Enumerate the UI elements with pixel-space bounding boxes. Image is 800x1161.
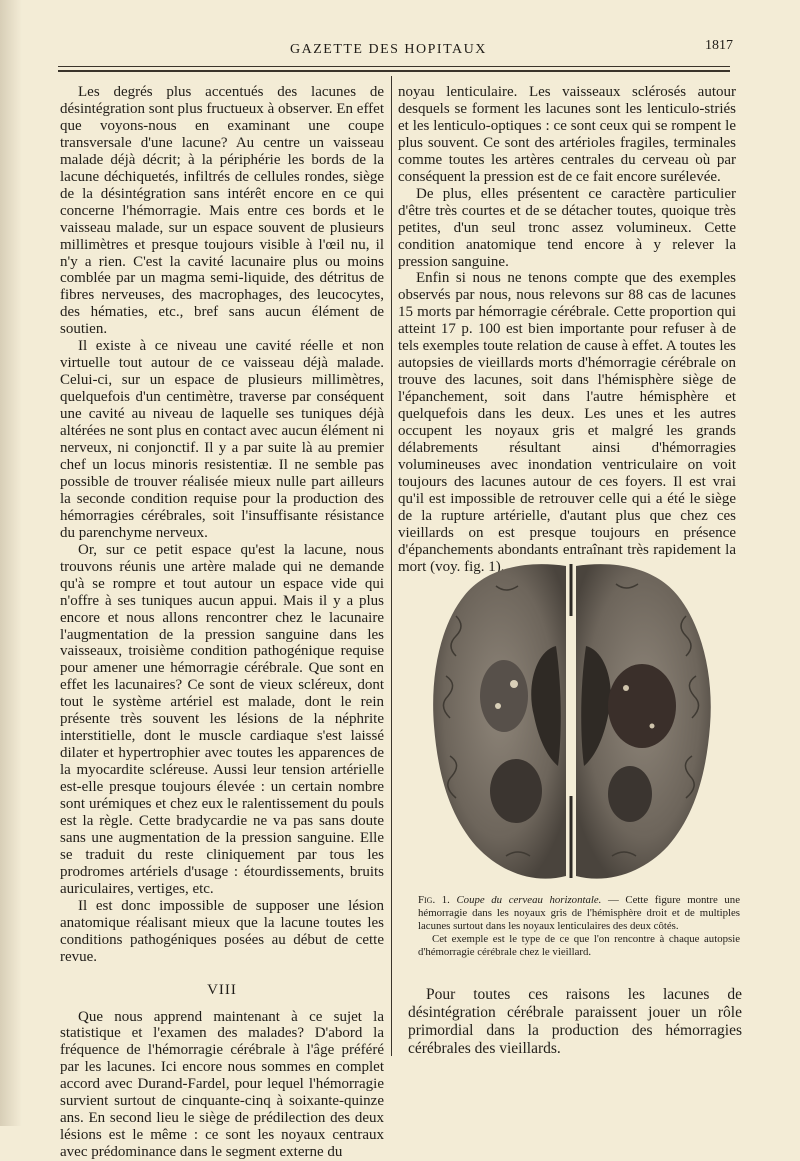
page-number: 1817	[705, 38, 733, 53]
page-header	[0, 38, 800, 62]
section-heading: VIII	[207, 981, 237, 998]
caption-second: Cet exemple est le type de ce que l'on rencontre à chaque autopsie d'hémorragie cérébrale chez le vieillard.	[418, 933, 740, 958]
closing-paragraph	[408, 986, 742, 1058]
caption-label: Fig. 1.	[418, 894, 450, 906]
left-column	[60, 84, 384, 1161]
closing-text: Pour toutes ces raisons les lacunes de désintégration cérébrale paraissent jouer un rôle primordial dans la production des hémorragies cérébrales des vieillards.	[408, 986, 742, 1057]
lacune-3	[623, 685, 629, 691]
journal-title: GAZETTE DES HOPITAUX	[290, 42, 487, 57]
right-column	[398, 84, 736, 576]
column-divider	[391, 76, 392, 1056]
left-paragraph-5: Que nous apprend maintenant à ce sujet la statistique et l'examen des malades? D'abord la fréquence de l'hémorragie cérébrale à l'âge préféré par les lacunes. Ici encore nous sommes en complet accord avec Durand-Fardel, pour lequel l'hémorragie survient surtout de cinquante-cinq à soixante-quinze ans. En second lieu le siège de prédilection des deux lésions est le même : ce sont les noyaux centraux avec prédominance dans le segment externe du	[60, 1008, 384, 1161]
right-hemorrhage-focus	[608, 664, 676, 748]
brain-section-image	[416, 556, 726, 886]
header-rule-bottom	[58, 70, 730, 72]
left-paragraph-3: Or, sur ce petit espace qu'est la lacune, nous trouvons réunis une artère malade qui ne demande qu'à se rompre et tout autour un espace vide qui n'offre à ses tuniques aucun appui. Mais il y a plus encore et nous allons rencontrer chez le lacunaire l'augmentation de la pression sanguine dans les vaisseaux, troisième condition pathogénique requise pour amener une hémorragie cérébrale. Que sont en effet les lacunaires? Ce sont de vieux scléreux, dont tout le système artériel est malade, dont le rein présente très souvent les lésions de la néphrite interstitielle, dont le muscle cardiaque s'est laissé dilater et hypertrophier avec toutes les apparences de la myocardite scléreuse. Aussi leur tension artérielle est-elle presque toujours élevée : un certain nombre sont urémiques et chez eux le ralentissement du pouls est la règle. Cette bradycardie ne va pas sans doute sans une augmentation de la pression sanguine. Elle se traduit du reste cliniquement par tous les prodromes artériels d'usage : étourdissements, bruits auriculaires, vertiges, etc.	[60, 541, 384, 897]
left-paragraph-2: Il existe à ce niveau une cavité réelle et non virtuelle tout autour de ce vaisseau déjà malade. Celui-ci, sur un espace de plusieurs millimètres, quelquefois d'un centimètre, traverse par conséquent une cavité au niveau de laquelle ses tuniques déjà altérées ne sont plus en contact avec aucun élément ni nerveux, ni conjonctif. Il y a par suite là au premier chef un locus minoris resistentiæ. Il ne semble pas possible de trouver réalisée mieux nulle part ailleurs la seconde condition requise pour la production des hémorragies cérébrales, soit l'insuffisante résistance du parenchyme nerveux.	[60, 338, 384, 541]
brain-section-figure	[416, 556, 726, 886]
left-lenticular-nucleus	[480, 660, 528, 732]
left-posterior-lesion	[490, 759, 542, 823]
right-posterior-lesion	[608, 766, 652, 822]
caption-title: Coupe du cerveau horizontale.	[456, 894, 602, 906]
lacune-1	[510, 680, 518, 688]
right-paragraph-3: Enfin si nous ne tenons compte que des exemples observés par nous, nous relevons sur 88 cas de lacunes 15 morts par hémorragie cérébrale. Cette proportion qui atteint 17 p. 100 est bien importante pour refuser à de tels exemples toute relation de cause à effet. A toutes les autopsies de vieillards morts d'hémorragie cérébrale on trouve des lacunes, soit dans l'hémisphère siège de l'épanchement, soit dans l'autre hémisphère et quelquefois dans les deux. Les unes et les autres occupent les noyaux gris et malgré les grands délabrements résultant ainsi d'hémorragies volumineuses avec inondation ventriculaire on voit toujours des lacunes autour de ces foyers. Il est vrai qu'il est impossible de retrouver celle qui a été le siège de la rupture artérielle, d'autant plus que chez ces vieillards on est presque toujours en présence d'épanchements abondants entraînant très rapidement la mort (voy. fig. 1).	[398, 270, 736, 575]
lacune-4	[650, 724, 655, 729]
caption-text: — Cette figure montre une hémorragie dans les noyaux gris de l'hémisphère droit et de multiples lacunes surtout dans les noyaux lenticulaires des deux côtés.	[418, 894, 740, 932]
right-paragraph-2: De plus, elles présentent ce caractère particulier d'être très courtes et de se détacher toutes, quoique très petites, d'un seul tronc assez volumineux. Cette condition anatomique tend encore à y relever la pression sanguine.	[398, 185, 736, 270]
right-paragraph-1: noyau lenticulaire. Les vaisseaux sclérosés autour desquels se forment les lacunes sont les lenticulo-striés et les lenticulo-optiques : ce sont ceux qui se rompent le plus souvent. Ce sont des artérioles fragiles, terminales comme toutes les artères centrales du cerveau où par conséquent la pression est de ce fait encore surélevée.	[398, 84, 736, 185]
binding-shadow	[0, 0, 22, 1126]
left-paragraph-1: Les degrés plus accentués des lacunes de désintégration sont plus fructueux à observer. En effet que voyons-nous en examinant une coupe transversale d'une lacune? Au centre un vaisseau malade déjà décrit; à la périphérie les bords de la lacune déchiquetés, infiltrés de cellules rondes, siège de la désintégration sans intérêt encore en ce qui concerne l'hémorragie. Mais entre ces bords et le vaisseau malade, sur un espace souvent de plusieurs millimètres et presque toujours visible à l'œil nu, il n'y a rien. C'est la cavité lacunaire plus ou moins comblée par un magma semi-liquide, des détritus de fibres nerveuses, des macrophages, des leucocytes, des hématies, etc., bref sans aucun élément de soutien.	[60, 84, 384, 338]
left-paragraph-4: Il est donc impossible de supposer une lésion anatomique réalisant mieux que la lacune toutes les conditions pathogéniques posées au début de cette revue.	[60, 897, 384, 965]
header-rule-top	[58, 66, 730, 67]
lacune-2	[495, 703, 501, 709]
figure-caption	[418, 894, 740, 959]
